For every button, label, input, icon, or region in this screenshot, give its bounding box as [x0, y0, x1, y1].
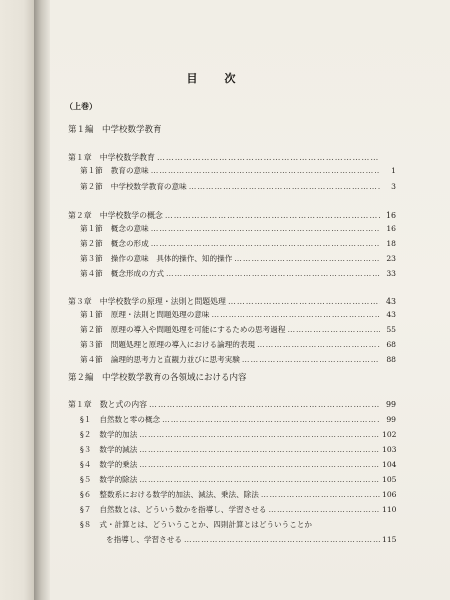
section-title: 式・計算とは、どういうことか、四則計算とはどういうことか [99, 520, 313, 529]
chapter-number: 第１章 [68, 400, 92, 409]
section-number: 第２節 [80, 325, 103, 334]
leader-dots [151, 166, 380, 175]
toc-section-row [80, 504, 396, 515]
section-number: 第２節 [80, 239, 103, 248]
section-number: 第１節 [80, 166, 103, 175]
page-number: 106 [382, 490, 397, 499]
section-number: §２ [80, 430, 92, 439]
section-number: 第１節 [80, 224, 103, 233]
page-number: 110 [382, 505, 397, 514]
section-number: §１ [80, 415, 92, 424]
toc-section-row [80, 489, 396, 500]
leader-dots [151, 239, 380, 248]
page-number: 16 [385, 211, 396, 220]
toc-section-row [80, 444, 396, 455]
section-number: 第３節 [80, 254, 103, 263]
section-title: 中学校数学教育の意味 [110, 182, 187, 191]
section-title: 概念形成の方式 [110, 269, 164, 278]
section-title: 自然数と零の概念 [99, 415, 161, 424]
leader-dots [166, 269, 380, 278]
leader-dots [151, 224, 380, 233]
leader-dots [242, 355, 380, 364]
page-number: 23 [386, 254, 396, 263]
chapter-number: 第１章 [68, 153, 92, 162]
page-number: 16 [386, 224, 396, 233]
leader-dots [139, 475, 380, 484]
leader-dots [287, 325, 380, 334]
leader-dots [139, 445, 380, 454]
page-number: 103 [382, 445, 397, 454]
leader-dots [139, 460, 380, 469]
part-heading: 第１編 中学校数学教育 [68, 125, 162, 135]
toc-section-row [80, 268, 396, 279]
toc-chapter-row [68, 152, 396, 163]
section-title: 数学的減法 [99, 445, 138, 454]
page-number: 68 [386, 340, 396, 349]
toc-section-continuation [106, 534, 396, 545]
section-number: §４ [80, 460, 92, 469]
previous-page-edge [0, 0, 34, 600]
section-title: 問題処理と原理の導入における論理的表現 [110, 340, 256, 349]
section-number: §６ [80, 490, 92, 499]
page-number: 55 [386, 325, 396, 334]
page-number: 43 [385, 297, 396, 306]
chapter-number: 第３章 [68, 297, 92, 306]
page-number: 115 [382, 535, 397, 544]
section-title: 数学的乗法 [99, 460, 138, 469]
section-title: 原理・法則と問題処理の意味 [110, 310, 210, 319]
section-number: §７ [80, 505, 92, 514]
chapter-title: 中学校数学教育 [99, 153, 155, 162]
page-number: 99 [386, 415, 396, 424]
toc-section-row [80, 324, 396, 335]
toc-section-row [80, 354, 396, 365]
page-number: 33 [386, 269, 396, 278]
toc-section-row [80, 429, 396, 440]
toc-chapter-row [68, 296, 396, 307]
leader-dots [212, 310, 381, 319]
page-title: 目 次 [186, 72, 244, 85]
leader-dots [261, 490, 380, 499]
toc-section-row [80, 238, 396, 249]
section-number: 第１節 [80, 310, 103, 319]
leader-dots [268, 505, 380, 514]
section-title: 自然数とは、どういう数かを指導し、学習させる [99, 505, 267, 514]
volume-label: （上巻） [65, 102, 97, 111]
toc-section-row [80, 414, 396, 425]
section-title: 整数系における数学的加法、減法、乗法、除法 [99, 490, 259, 499]
part-heading: 第２編 中学校数学教育の各領域における内容 [68, 373, 247, 383]
page-number: 104 [382, 460, 397, 469]
leader-dots [139, 430, 380, 439]
leader-dots [157, 153, 380, 162]
section-number: 第３節 [80, 340, 103, 349]
leader-dots [184, 535, 380, 544]
toc-section-row [80, 309, 396, 320]
page-number: 43 [386, 310, 396, 319]
section-title: 操作の意味 具体的操作、知的操作 [110, 254, 233, 263]
section-number: §３ [80, 445, 92, 454]
toc-section-row [80, 474, 396, 485]
section-number: 第４節 [80, 355, 103, 364]
leader-dots [149, 400, 380, 409]
page-number: 1 [391, 166, 396, 175]
section-number: 第４節 [80, 269, 103, 278]
toc-section-row [80, 223, 396, 234]
page-number: 99 [385, 400, 396, 409]
toc-section-row [80, 339, 396, 350]
toc-section-row [80, 459, 396, 470]
section-title: 数学的除法 [99, 475, 138, 484]
section-title: 概念の形成 [110, 239, 149, 248]
section-title: 概念の意味 [110, 224, 149, 233]
leader-dots [162, 415, 380, 424]
chapter-title: 数と式の内容 [99, 400, 148, 409]
page-number: 88 [386, 355, 396, 364]
toc-section-row [80, 519, 396, 530]
section-number: 第２節 [80, 182, 103, 191]
page-number: 3 [391, 182, 396, 191]
leader-dots [234, 254, 380, 263]
section-number: §５ [80, 475, 92, 484]
page-number: 102 [382, 430, 397, 439]
section-title: 数学的加法 [99, 430, 138, 439]
chapter-title: 中学校数学の原理・法則と問題処理 [99, 297, 226, 306]
section-title: 論理的思考力と直観力並びに思考実験 [110, 355, 240, 364]
chapter-number: 第２章 [68, 211, 92, 220]
toc-chapter-row [68, 210, 396, 221]
page-number: 18 [386, 239, 396, 248]
leader-dots [228, 297, 380, 306]
toc-page [50, 0, 450, 600]
chapter-title: 中学校数学の概念 [99, 211, 163, 220]
book-gutter [34, 0, 50, 600]
section-number: §８ [80, 520, 92, 529]
section-title: 教育の意味 [110, 166, 149, 175]
toc-section-row [80, 165, 396, 176]
toc-section-row [80, 253, 396, 264]
page-number: 105 [382, 475, 397, 484]
leader-dots [189, 182, 380, 191]
section-title: 原理の導入や問題処理を可能にするための思考過程 [110, 325, 286, 334]
leader-dots [165, 211, 380, 220]
section-title-continued: を指導し、学習させる [106, 535, 182, 544]
leader-dots [257, 340, 380, 349]
toc-chapter-row [68, 399, 396, 410]
toc-section-row [80, 181, 396, 192]
